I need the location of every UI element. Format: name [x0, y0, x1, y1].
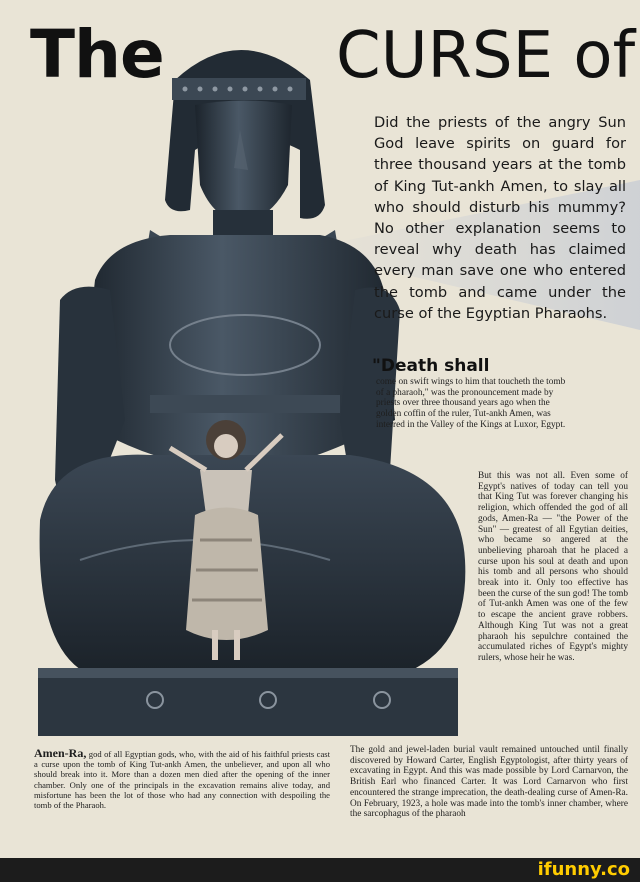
ifunny-logo: ifunny.co: [537, 859, 630, 880]
deck-headline: "Death shall: [372, 356, 490, 376]
intro-paragraph: Did the priests of the angry Sun God leave spirits on guard for three thousand years at the tomb of King Tut-ankh Amen, to slay all who should disturb his mummy? No other explanation seems to reveal why death has claimed every man save one who entered the tomb and came under the curse of the Egyptian Pharaohs.: [374, 114, 626, 322]
title-curse-of: CURSE of: [336, 19, 636, 93]
caption-lead: Amen-Ra,: [34, 746, 87, 760]
body-column-2: The gold and jewel-laden burial vault remained untouched until finally discovered by Howard Carter, English Egyptologist, after thirty years of excavating in Egypt. And this was made possible by Lord Carnarvon, the British Earl who financed Carter. It was Lord Carnarvon who first encountered the strange imprecation, the death-dealing curse of Amen-Ra. On February, 1923, a hole was made into the tomb's inner chamber, where the sarcophagus of the pharaoh: [350, 745, 628, 820]
watermark-bar: [0, 858, 640, 882]
deck-text: come on swift wings to him that toucheth the tomb of a pharaoh," was the pronouncement made by priests over three thousand years ago when the golden coffin of the ruler, Tut-ankh Amen, was interred in the Valley of the Kings at Luxor, Egypt.: [376, 377, 566, 430]
title-the: The: [30, 16, 164, 93]
photo-caption: [34, 748, 330, 810]
caption-text: god of all Egyptian gods, who, with the aid of his faithful priests cast a curse upon the tomb of King Tut-ankh Amen, the unbeliever, and upon all who should break into it. More than a dozen men died after the opening of the inner chamber. Only one of the principals in the excavation remains alive today, and misfortune has been the lot of those who had any connection with despoiling the tomb of the Pharaoh.: [34, 749, 330, 811]
body-column-1: But this was not all. Even some of Egypt's natives of today can tell you that King Tut was forever changing his religion, which offended the god of all gods, Amen-Ra — "the Power of the Sun" — greatest of all Egytian deities, who became so angered at the unbelieving pharoah that he placed a curse upon his soul at death and upon his tomb and all persons who should break into it. Only too effective has been the curse of the sun god! The tomb of Tut-ankh Amen was one of the few to escape the ancient grave robbers. Although King Tut was not a great pharaoh his sepulchre contained the accumulated riches of Egypt's mighty rulers, whose heir he was.: [478, 471, 628, 663]
